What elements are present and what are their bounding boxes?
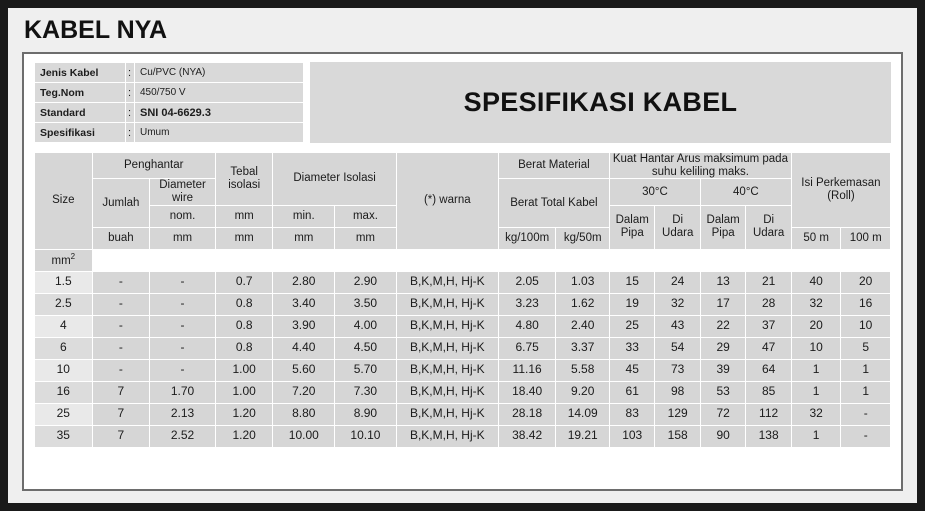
cell-pipa-30: 61 <box>610 382 654 403</box>
cell-roll-50m: 10 <box>792 338 841 359</box>
cell-size: 4 <box>35 316 92 337</box>
cell-size: 6 <box>35 338 92 359</box>
table-body <box>35 272 890 447</box>
cell-roll-100m: 1 <box>841 382 890 403</box>
cell-jumlah: 7 <box>93 404 150 425</box>
cell-iso-min: 5.60 <box>273 360 334 381</box>
cell-warna: B,K,M,H, Hj-K <box>397 426 498 447</box>
cell-warna: B,K,M,H, Hj-K <box>397 360 498 381</box>
header-dalam-pipa-30: Dalam Pipa <box>610 206 654 249</box>
header-temp-30: 30°C <box>610 179 700 204</box>
cell-roll-100m: 16 <box>841 294 890 315</box>
spec-row-standard <box>35 103 304 123</box>
cell-iso-max: 4.50 <box>335 338 396 359</box>
cell-kg-100m: 11.16 <box>499 360 556 381</box>
cell-pipa-40: 22 <box>701 316 745 337</box>
table-row <box>35 426 890 447</box>
spec-row-spesifikasi <box>35 123 304 143</box>
cell-roll-100m: - <box>841 404 890 425</box>
cell-kg-50m: 1.62 <box>556 294 609 315</box>
cell-kg-100m: 28.18 <box>499 404 556 425</box>
cell-roll-50m: 40 <box>792 272 841 293</box>
cell-udara-30: 73 <box>655 360 699 381</box>
cell-udara-30: 54 <box>655 338 699 359</box>
cell-tebal-isolasi: 1.00 <box>216 360 273 381</box>
cell-tebal-isolasi: 0.8 <box>216 316 273 337</box>
cell-iso-max: 5.70 <box>335 360 396 381</box>
header-isi-perkemasan: Isi Perkemasan (Roll) <box>792 153 890 227</box>
header-temp-40: 40°C <box>701 179 791 204</box>
header-di-udara-30: Di Udara <box>655 206 699 249</box>
header-kuat-hantar-arus: Kuat Hantar Arus maksimum pada suhu keliling maks. <box>610 153 791 178</box>
cell-jumlah: - <box>93 338 150 359</box>
header-tebal-isolasi: Tebal isolasi <box>216 153 273 205</box>
cell-diameter-wire: - <box>150 360 215 381</box>
cell-kg-50m: 9.20 <box>556 382 609 403</box>
cell-size: 1.5 <box>35 272 92 293</box>
cell-warna: B,K,M,H, Hj-K <box>397 382 498 403</box>
spec-value-spesifikasi: Umum <box>135 123 304 143</box>
cell-pipa-40: 29 <box>701 338 745 359</box>
cell-diameter-wire: - <box>150 294 215 315</box>
unit-diameter-wire: mm <box>150 228 215 249</box>
cell-tebal-isolasi: 1.00 <box>216 382 273 403</box>
cell-roll-100m: 5 <box>841 338 890 359</box>
spec-frame <box>22 52 903 491</box>
header-diameter-wire: Diameter wire <box>150 179 215 204</box>
cell-pipa-40: 53 <box>701 382 745 403</box>
cell-size: 10 <box>35 360 92 381</box>
cell-kg-100m: 3.23 <box>499 294 556 315</box>
header-dalam-pipa-40: Dalam Pipa <box>701 206 745 249</box>
cell-udara-30: 24 <box>655 272 699 293</box>
cell-udara-30: 98 <box>655 382 699 403</box>
cell-tebal-isolasi: 0.7 <box>216 272 273 293</box>
header-tebal-unit-nom: mm <box>216 206 273 227</box>
cell-jumlah: - <box>93 294 150 315</box>
cell-warna: B,K,M,H, Hj-K <box>397 404 498 425</box>
cell-pipa-40: 13 <box>701 272 745 293</box>
cell-pipa-30: 103 <box>610 426 654 447</box>
spec-value-jenis-kabel: Cu/PVC (NYA) <box>135 63 304 83</box>
cell-iso-max: 4.00 <box>335 316 396 337</box>
cell-kg-100m: 38.42 <box>499 426 556 447</box>
cell-pipa-40: 39 <box>701 360 745 381</box>
unit-iso-min: mm <box>273 228 334 249</box>
header-roll-100m: 100 m <box>841 228 890 249</box>
spec-label-spesifikasi: Spesifikasi <box>35 123 126 143</box>
header-area <box>34 62 891 143</box>
cell-tebal-isolasi: 1.20 <box>216 404 273 425</box>
header-row-1 <box>35 153 890 178</box>
cell-udara-40: 64 <box>746 360 790 381</box>
cell-jumlah: - <box>93 316 150 337</box>
cell-warna: B,K,M,H, Hj-K <box>397 316 498 337</box>
cell-kg-100m: 2.05 <box>499 272 556 293</box>
header-jumlah: Jumlah <box>93 179 150 226</box>
cell-size: 35 <box>35 426 92 447</box>
table-row <box>35 360 890 381</box>
header-iso-min: min. <box>273 206 334 227</box>
page-title: KABEL NYA <box>24 16 168 44</box>
cell-iso-max: 8.90 <box>335 404 396 425</box>
cell-diameter-wire: - <box>150 316 215 337</box>
cell-pipa-40: 72 <box>701 404 745 425</box>
cell-diameter-wire: 2.52 <box>150 426 215 447</box>
unit-kg-50m: kg/50m <box>556 228 609 249</box>
header-berat-total-kabel: Berat Total Kabel <box>499 179 609 226</box>
cell-iso-max: 10.10 <box>335 426 396 447</box>
cell-roll-50m: 32 <box>792 294 841 315</box>
header-berat-material: Berat Material <box>499 153 609 178</box>
spec-info-table <box>34 62 304 143</box>
cell-udara-30: 32 <box>655 294 699 315</box>
cell-iso-min: 3.90 <box>273 316 334 337</box>
cell-udara-40: 21 <box>746 272 790 293</box>
cell-pipa-30: 25 <box>610 316 654 337</box>
cell-kg-50m: 1.03 <box>556 272 609 293</box>
spec-value-teg-nom: 450/750 V <box>135 83 304 103</box>
header-warna: (*) warna <box>397 153 498 249</box>
cell-warna: B,K,M,H, Hj-K <box>397 338 498 359</box>
cell-tebal-isolasi: 0.8 <box>216 338 273 359</box>
spec-label-teg-nom: Teg.Nom <box>35 83 126 103</box>
cell-iso-min: 4.40 <box>273 338 334 359</box>
cell-diameter-wire: - <box>150 272 215 293</box>
cell-roll-50m: 1 <box>792 426 841 447</box>
cell-kg-50m: 2.40 <box>556 316 609 337</box>
cell-roll-50m: 32 <box>792 404 841 425</box>
banner-text: SPESIFIKASI KABEL <box>463 87 738 117</box>
cell-kg-100m: 18.40 <box>499 382 556 403</box>
cell-udara-30: 129 <box>655 404 699 425</box>
cell-udara-30: 43 <box>655 316 699 337</box>
table-row <box>35 316 890 337</box>
cell-kg-50m: 19.21 <box>556 426 609 447</box>
cell-jumlah: - <box>93 272 150 293</box>
cell-pipa-30: 45 <box>610 360 654 381</box>
spec-value-standard: SNI 04-6629.3 <box>135 103 304 123</box>
header-diameter-isolasi: Diameter Isolasi <box>273 153 395 205</box>
spec-label-jenis-kabel: Jenis Kabel <box>35 63 126 83</box>
table-row <box>35 338 890 359</box>
cell-kg-100m: 4.80 <box>499 316 556 337</box>
cell-iso-min: 10.00 <box>273 426 334 447</box>
cell-kg-100m: 6.75 <box>499 338 556 359</box>
cell-udara-40: 85 <box>746 382 790 403</box>
header-di-udara-40: Di Udara <box>746 206 790 249</box>
cell-warna: B,K,M,H, Hj-K <box>397 294 498 315</box>
table-row <box>35 404 890 425</box>
cell-iso-max: 3.50 <box>335 294 396 315</box>
cell-pipa-40: 17 <box>701 294 745 315</box>
header-size: Size <box>35 153 92 249</box>
cell-size: 25 <box>35 404 92 425</box>
cell-iso-min: 2.80 <box>273 272 334 293</box>
unit-kg-100m: kg/100m <box>499 228 556 249</box>
cell-pipa-30: 33 <box>610 338 654 359</box>
header-iso-max: max. <box>335 206 396 227</box>
cell-udara-40: 28 <box>746 294 790 315</box>
cell-udara-40: 138 <box>746 426 790 447</box>
spec-colon-teg-nom: : <box>126 83 135 103</box>
cell-roll-50m: 1 <box>792 360 841 381</box>
cell-iso-max: 7.30 <box>335 382 396 403</box>
banner-spesifikasi-kabel <box>310 62 891 143</box>
header-nom: nom. <box>150 206 215 227</box>
cell-roll-100m: 20 <box>841 272 890 293</box>
cell-tebal-isolasi: 1.20 <box>216 426 273 447</box>
cable-spec-table <box>34 152 891 448</box>
spec-colon-jenis-kabel: : <box>126 63 135 83</box>
cell-size: 2.5 <box>35 294 92 315</box>
cell-roll-100m: 10 <box>841 316 890 337</box>
header-row-size-unit <box>35 250 890 271</box>
cell-roll-100m: - <box>841 426 890 447</box>
cell-udara-30: 158 <box>655 426 699 447</box>
cell-roll-100m: 1 <box>841 360 890 381</box>
cell-udara-40: 47 <box>746 338 790 359</box>
cell-kg-50m: 3.37 <box>556 338 609 359</box>
cell-warna: B,K,M,H, Hj-K <box>397 272 498 293</box>
spec-colon-standard: : <box>126 103 135 123</box>
cell-diameter-wire: - <box>150 338 215 359</box>
table-row <box>35 294 890 315</box>
unit-size: $mm^2$ <box>35 250 92 271</box>
spec-row-jenis-kabel <box>35 63 304 83</box>
table-row <box>35 272 890 293</box>
cell-kg-50m: 5.58 <box>556 360 609 381</box>
header-penghantar: Penghantar <box>93 153 215 178</box>
cell-udara-40: 37 <box>746 316 790 337</box>
cell-iso-min: 3.40 <box>273 294 334 315</box>
cell-pipa-30: 83 <box>610 404 654 425</box>
cell-pipa-30: 15 <box>610 272 654 293</box>
spec-label-standard: Standard <box>35 103 126 123</box>
cell-iso-min: 7.20 <box>273 382 334 403</box>
cell-size: 16 <box>35 382 92 403</box>
spec-colon-spesifikasi: : <box>126 123 135 143</box>
cell-jumlah: 7 <box>93 382 150 403</box>
unit-tebal-isolasi: mm <box>216 228 273 249</box>
cell-jumlah: 7 <box>93 426 150 447</box>
cell-diameter-wire: 1.70 <box>150 382 215 403</box>
cell-kg-50m: 14.09 <box>556 404 609 425</box>
spec-row-teg-nom <box>35 83 304 103</box>
unit-iso-max: mm <box>335 228 396 249</box>
cell-pipa-30: 19 <box>610 294 654 315</box>
unit-jumlah: buah <box>93 228 150 249</box>
header-roll-50m: 50 m <box>792 228 841 249</box>
document-inner <box>22 18 903 491</box>
cell-roll-50m: 1 <box>792 382 841 403</box>
cell-tebal-isolasi: 0.8 <box>216 294 273 315</box>
cell-pipa-40: 90 <box>701 426 745 447</box>
cell-diameter-wire: 2.13 <box>150 404 215 425</box>
cell-jumlah: - <box>93 360 150 381</box>
cell-udara-40: 112 <box>746 404 790 425</box>
cell-roll-50m: 20 <box>792 316 841 337</box>
cell-iso-min: 8.80 <box>273 404 334 425</box>
table-row <box>35 382 890 403</box>
cell-iso-max: 2.90 <box>335 272 396 293</box>
